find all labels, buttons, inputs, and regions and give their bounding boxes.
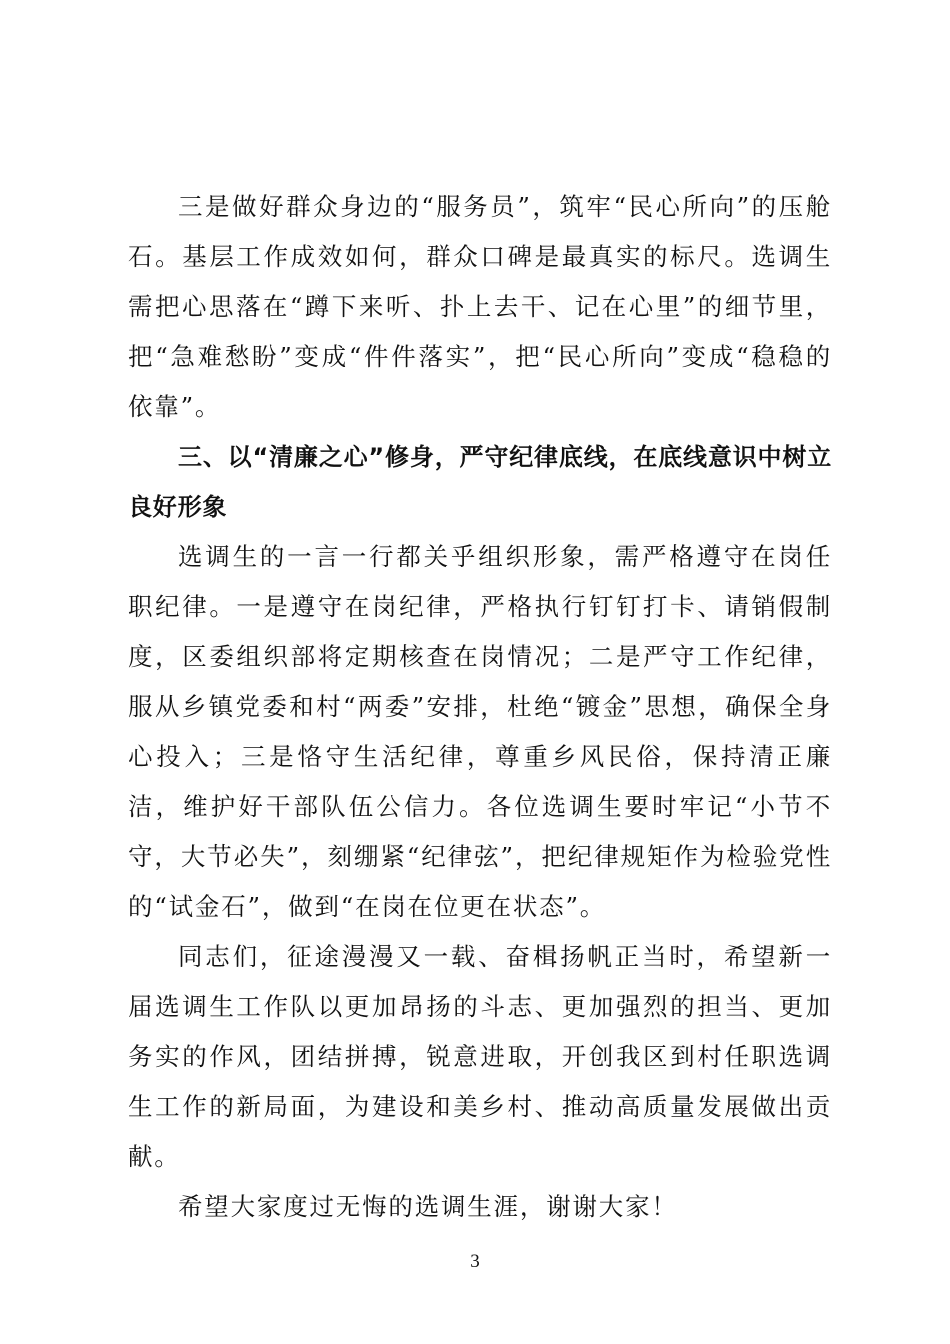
paragraph-discipline: 选调生的一言一行都关乎组织形象，需严格遵守在岗任职纪律。一是遵守在岗纪律，严格执行钉钉打卡、请销假制度，区委组织部将定期核查在岗情况；二是严守工作纪律，服从乡镇党委和村“两委”安排，杜绝“镀金”思想，确保全身心投入；三是恪守生活纪律，尊重乡风民俗，保持清正廉洁，维护好干部队伍公信力。各位选调生要时牢记“小节不守，大节必失”，刻绷紧“纪律弦”，把纪律规矩作为检验党性的“试金石”，做到“在岗在位更在状态”。 — [128, 542, 832, 921]
paragraph-thanks: 希望大家度过无悔的选调生涯，谢谢大家！ — [178, 1192, 678, 1221]
paragraph-closing: 同志们，征途漫漫又一载、奋楫扬帆正当时，希望新一届选调生工作队以更加昂扬的斗志、更加强烈的担当、更加务实的作风，团结拼搏，锐意进取，开创我区到村任职选调生工作的新局面，为建设和美乡村、推动高质量发展做出贡献。 — [128, 942, 832, 1171]
section-heading-discipline: 三、以“清廉之心”修身，严守纪律底线，在底线意识中树立良好形象 — [128, 443, 832, 521]
document-body — [128, 182, 832, 1232]
page-number: 3 — [470, 1251, 480, 1272]
paragraph-service: 三是做好群众身边的“服务员”，筑牢“民心所向”的压舱石。基层工作成效如何，群众口碑是最真实的标尺。选调生需把心思落在“蹲下来听、扑上去干、记在心里”的细节里，把“急难愁盼”变成“件件落实”，把“民心所向”变成“稳稳的依靠”。 — [128, 192, 832, 421]
